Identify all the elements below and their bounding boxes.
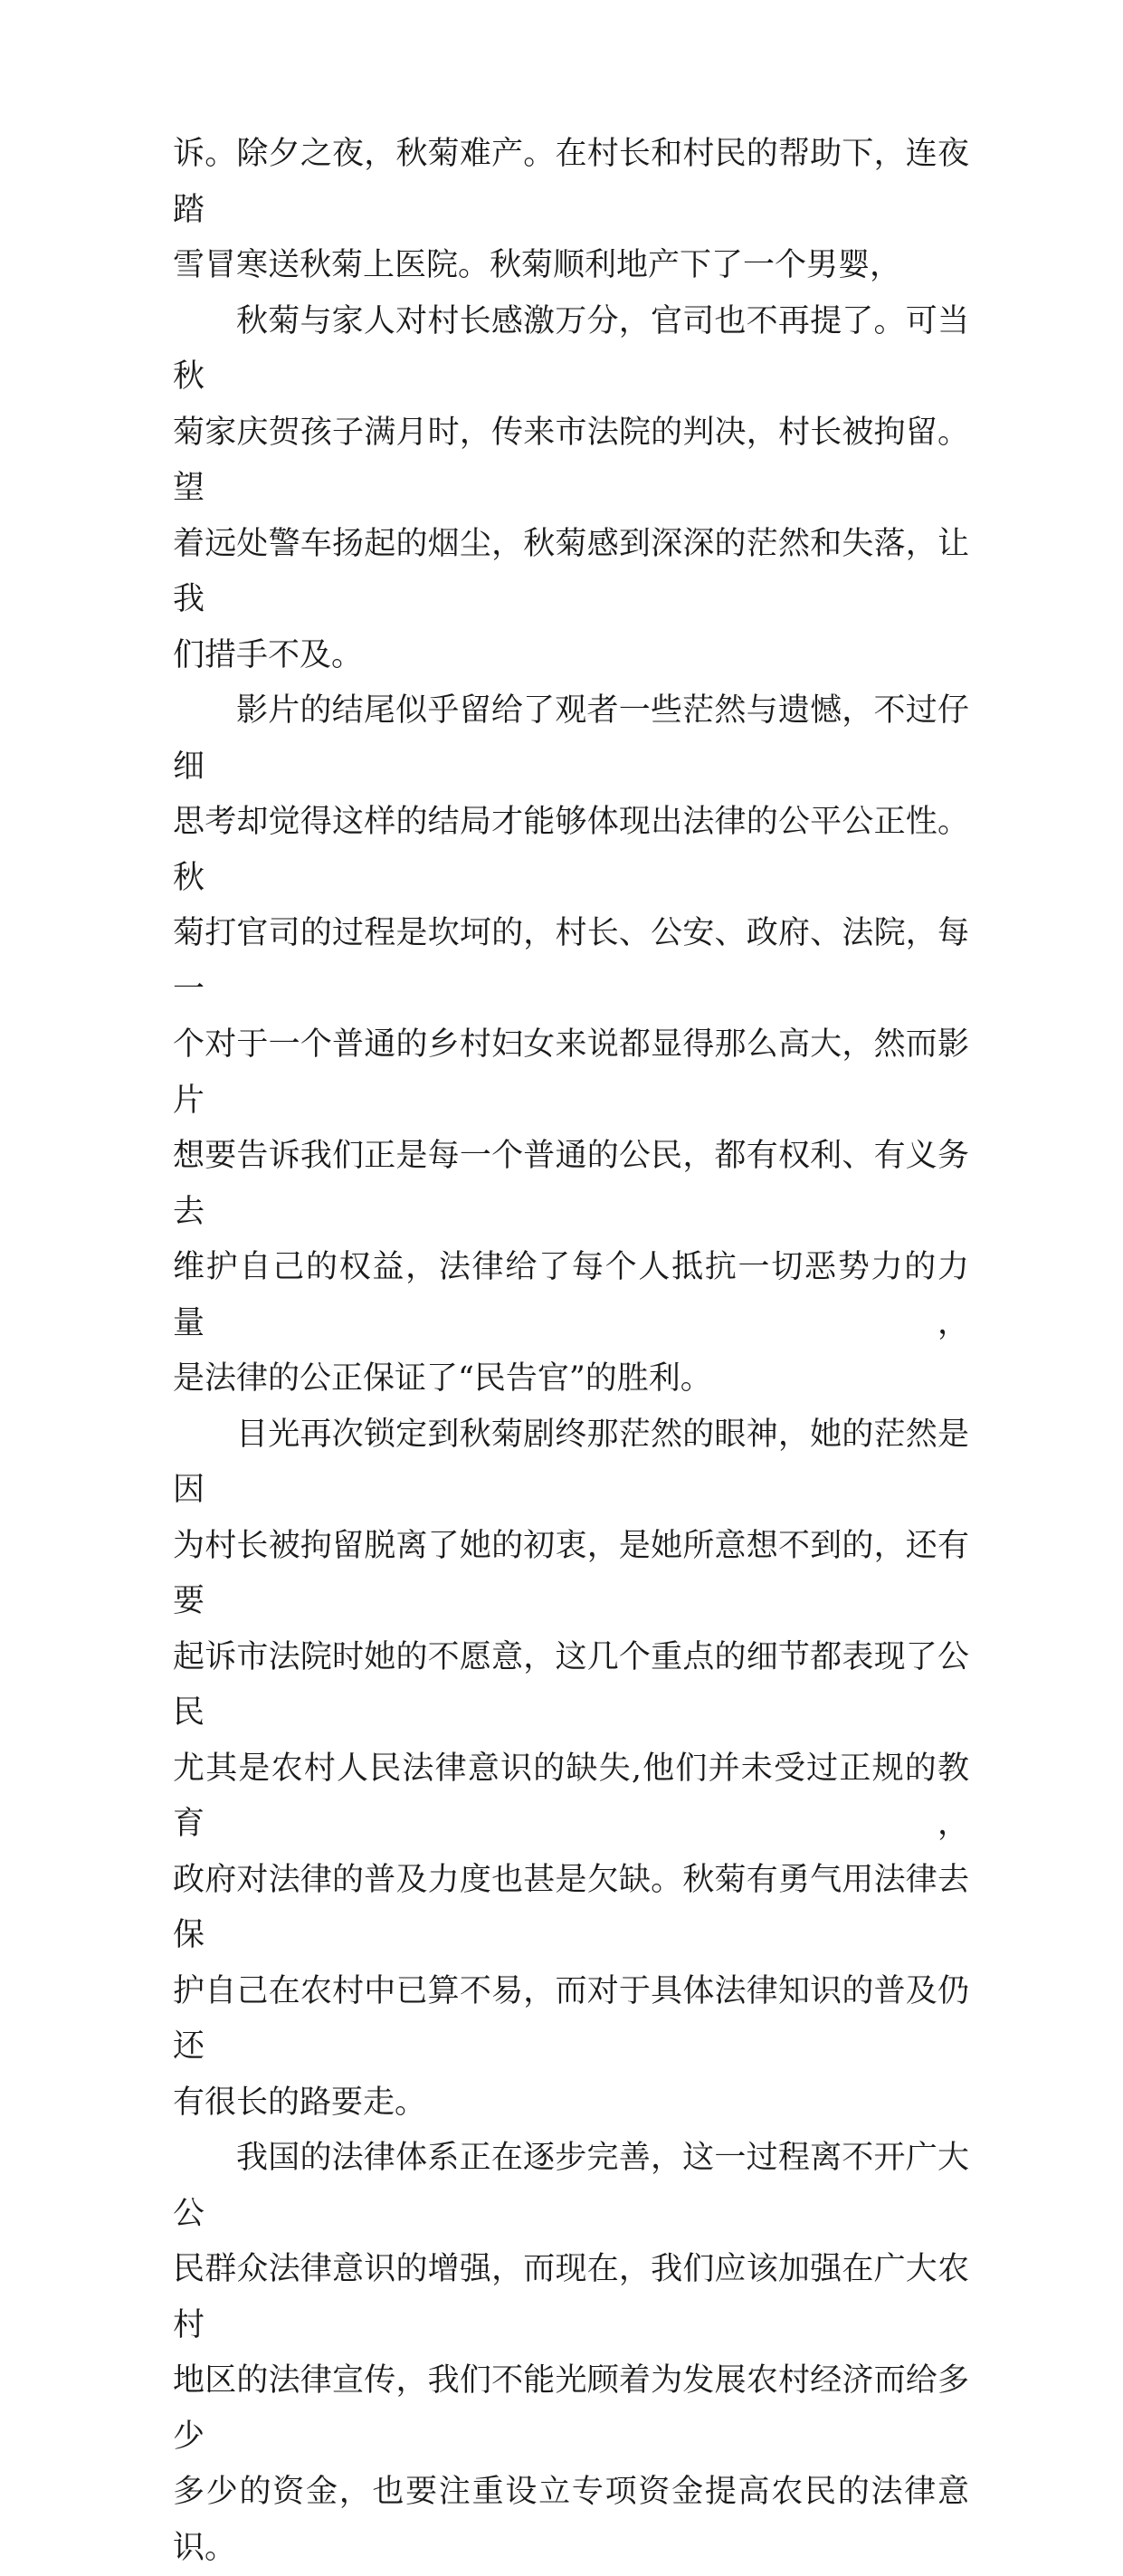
text-line: 着远处警车扬起的烟尘，秋菊感到深深的茫然和失落，让我 — [173, 525, 969, 617]
text-line: 为村长被拘留脱离了她的初衷，是她所意想不到的，还有要 — [173, 1527, 969, 1619]
text-line: 秋菊与家人对村长感激万分，官司也不再提了。可当秋 — [173, 302, 969, 395]
text-line: 维护自己的权益，法律给了每个人抵抗一切恶势力的力量， — [173, 1249, 969, 1341]
text-line: 起诉市法院时她的不愿意，这几个重点的细节都表现了公民 — [173, 1638, 969, 1731]
text-line: 我国的法律体系正在逐步完善，这一过程离不开广大公 — [173, 2140, 969, 2232]
text-line: 民群众法律意识的增强，而现在，我们应该加强在广大农村 — [173, 2251, 969, 2343]
text-line: 雪冒寒送秋菊上医院。秋菊顺利地产下了一个男婴， — [173, 247, 902, 283]
text-line: 尤其是农村人民法律意识的缺失,他们并未受过正规的教育， — [173, 1750, 969, 1842]
text-line: 菊家庆贺孩子满月时，传来市法院的判决，村长被拘留。望 — [173, 414, 969, 506]
text-line: 思考却觉得这样的结局才能够体现出法律的公平公正性。秋 — [173, 804, 969, 896]
text-line: 诉。除夕之夜，秋菊难产。在村长和村民的帮助下，连夜踏 — [173, 136, 969, 228]
text-line: 想要告诉我们正是每一个普通的公民，都有权利、有义务去 — [173, 1138, 969, 1230]
text-line: 有很长的路要走。 — [173, 2084, 427, 2121]
text-line: 目光再次锁定到秋菊剧终那茫然的眼神，她的茫然是因 — [173, 1416, 969, 1508]
document-page — [173, 127, 969, 2576]
text-line: 政府对法律的普及力度也甚是欠缺。秋菊有勇气用法律去保 — [173, 1861, 969, 1953]
text-line: 护自己在农村中已算不易，而对于具体法律知识的普及仍还 — [173, 1972, 969, 2065]
paragraph — [173, 2131, 969, 2576]
text-line: 个对于一个普通的乡村妇女来说都显得那么高大，然而影片 — [173, 1026, 969, 1119]
paragraph — [173, 127, 969, 294]
text-line: 们措手不及。 — [173, 636, 364, 673]
paragraph — [173, 683, 969, 1407]
text-line: 是法律的公正保证了“民告官”的胜利。 — [173, 1360, 712, 1397]
text-line: 影片的结尾似乎留给了观者一些茫然与遗憾，不过仔细 — [173, 692, 969, 785]
text-line: 多少的资金，也要注重设立专项资金提高农民的法律意识。 — [173, 2474, 969, 2566]
text-line: 菊打官司的过程是坎坷的，村长、公安、政府、法院，每一 — [173, 915, 969, 1007]
paragraph — [173, 294, 969, 684]
text-line: 地区的法律宣传，我们不能光顾着为发展农村经济而给多少 — [173, 2362, 969, 2455]
paragraph — [173, 1407, 969, 2132]
